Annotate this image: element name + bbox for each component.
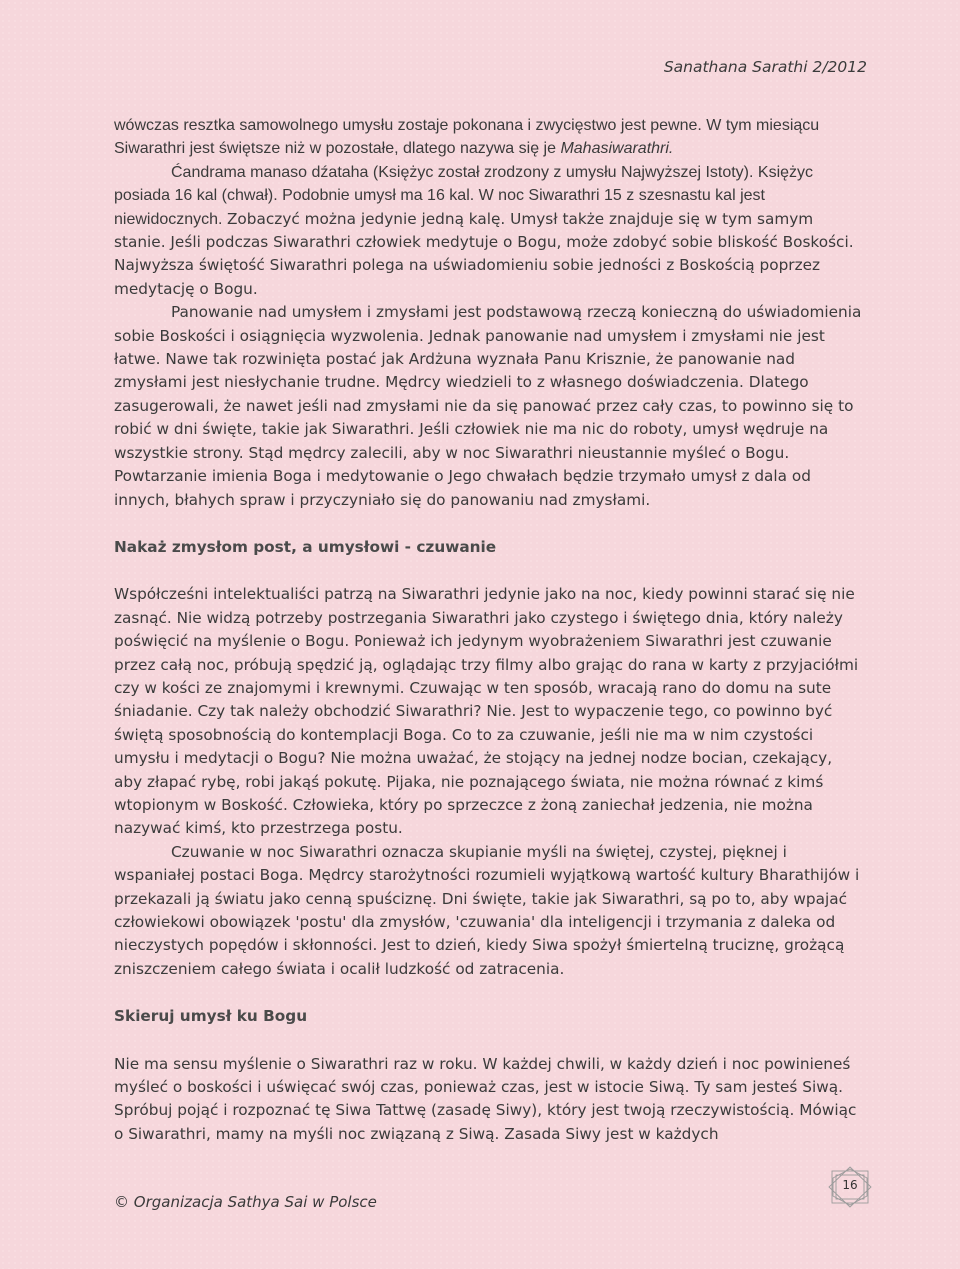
paragraph-1-text: wówczas resztka samowolnego umysłu zostaje pokonana i zwycięstwo jest pewne. W tym miesiącu Siwarathri jest świętsze niż w pozostałe, dlatego nazywa się je: [114, 117, 820, 158]
paragraph-4: Współcześni intelektualiści patrzą na Siwarathri jedynie jako na noc, kiedy powinni starać się nie zasnąć. Nie widzą potrzeby postrzegania Siwarathri jako czystego i świętego dnia, który należy poświęcić na myślenie o Bogu. Ponieważ ich jedynym wyobrażeniem Siwarathri jest czuwanie przez całą noc, próbują spędzić ją, oglądając trzy filmy albo grając do rana w karty z przyjaciółmi czy w kości ze znajomymi i krewnymi. Czuwając w ten sposób, wracają rano do domu na sute śniadanie. Czy tak należy obchodzić Siwarathri? Nie. Jest to wypaczenie tego, co powinno być świętą sposobnością do kontemplacji Boga. Co to za czuwanie, jeśli nie ma w nim czystości umysłu i medytacji o Bogu? Nie można uważać, że stojący na jednej nodze bocian, czekający, aby złapać rybę, robi jakąś pokutę. Pijaka, nie poznającego świata, nie można równać z kimś wtopionym w Boskość. Człowieka, który po sprzeczce z żoną zaniechał jedzenia, nie można nazywać kimś, kto przestrzega postu.: [114, 585, 859, 838]
paragraph-1-italic: Mahasiwarathri.: [560, 140, 674, 158]
paragraph-1: [114, 114, 864, 161]
running-header: Sanathana Sarathi 2/2012: [663, 58, 867, 76]
section-heading-fasting: Nakaż zmysłom post, a umysłowi - czuwanie: [114, 537, 497, 556]
article-body: [114, 114, 864, 1146]
paragraph-2: [114, 161, 864, 301]
paragraph-6: Nie ma sensu myślenie o Siwarathri raz w roku. W każdej chwili, w każdy dzień i noc powinieneś myśleć o boskości i uświęcać swój czas, ponieważ czas, jest w istocie Siwą. Ty sam jesteś Siwą. Spróbuj pojąć i rozpoznać tę Siwa Tattwę (zasadę Siwy), który jest twoją rzeczywistością. Mówiąc o Siwarathri, mamy na myśli noc związaną z Siwą. Zasada Siwy jest w każdych: [114, 1054, 857, 1143]
paragraph-3: Panowanie nad umysłem i zmysłami jest podstawową rzeczą konieczną do uświadomienia sobie Boskości i osiągnięcia wyzwolenia. Jednak panowanie nad umysłem i zmysłami nie jest łatwe. Nawe tak rozwinięta postać jak Ardżuna wyznała Panu Krisznie, że panowanie nad zmysłami jest niesłychanie trudne. Mędrcy wiedzieli to z własnego doświadczenia. Dlatego zasugerowali, że nawet jeśli nad zmysłami nie da się panować przez cały czas, to powinno się to robić w dni święte, takie jak Siwarathri. Jeśli człowiek nie ma nic do roboty, umysł wędruje na wszystkie strony. Stąd mędrcy zalecili, aby w noc Siwarathri nieustannie myśleć o Bogu. Powtarzanie imienia Boga i medytowanie o Jego chwałach będzie trzymało umysł z dala od innych, błahych spraw i przyczyniało się do panowaniu nad zmysłami.: [114, 303, 862, 509]
page-number: 16: [842, 1178, 858, 1192]
page-number-badge: [826, 1166, 874, 1208]
paragraph-2b-text: Zobaczyć można jedynie jedną kalę. Umysł także znajduje się w tym samym stanie. Jeśli podczas Siwarathri człowiek medytuje o Bogu, może zdobyć sobie bliskość Boskości. Najwyższa świętość Siwarathri polega na uświadomieniu sobie jedności z Boskością poprzez medytację o Bogu.: [114, 209, 854, 298]
footer-copyright: © Organizacja Sathya Sai w Polsce: [114, 1193, 377, 1211]
section-heading-mind: Skieruj umysł ku Bogu: [114, 1007, 308, 1026]
paragraph-5: Czuwanie w noc Siwarathri oznacza skupianie myśli na świętej, czystej, pięknej i wspaniałej postaci Boga. Mędrcy starożytności rozumieli wyjątkową wartość kultury Bharathijów i przekazali ją światu jako cenną spuściznę. Dni święte, takie jak Siwarathri, są po to, aby wpajać człowiekowi obowiązek 'postu' dla zmysłów, 'czuwania' dla inteligencji i trzymania z daleka od nieczystych popędów i skłonności. Jest to dzień, kiedy Siwa spożył śmiertelną truciznę, grożącą zniszczeniem całego świata i ocalił ludzkość od zatracenia.: [114, 842, 860, 978]
paragraph-2-text: Ćandrama manaso dźataha (Księżyc został zrodzony z umysłu Najwyższej Istoty). Księżyc posiada 16 kal (chwał). Podobnie umysł ma 16 kal. W noc Siwarathri 15 z szesnastu kal jest niewidocznych.: [114, 163, 814, 228]
